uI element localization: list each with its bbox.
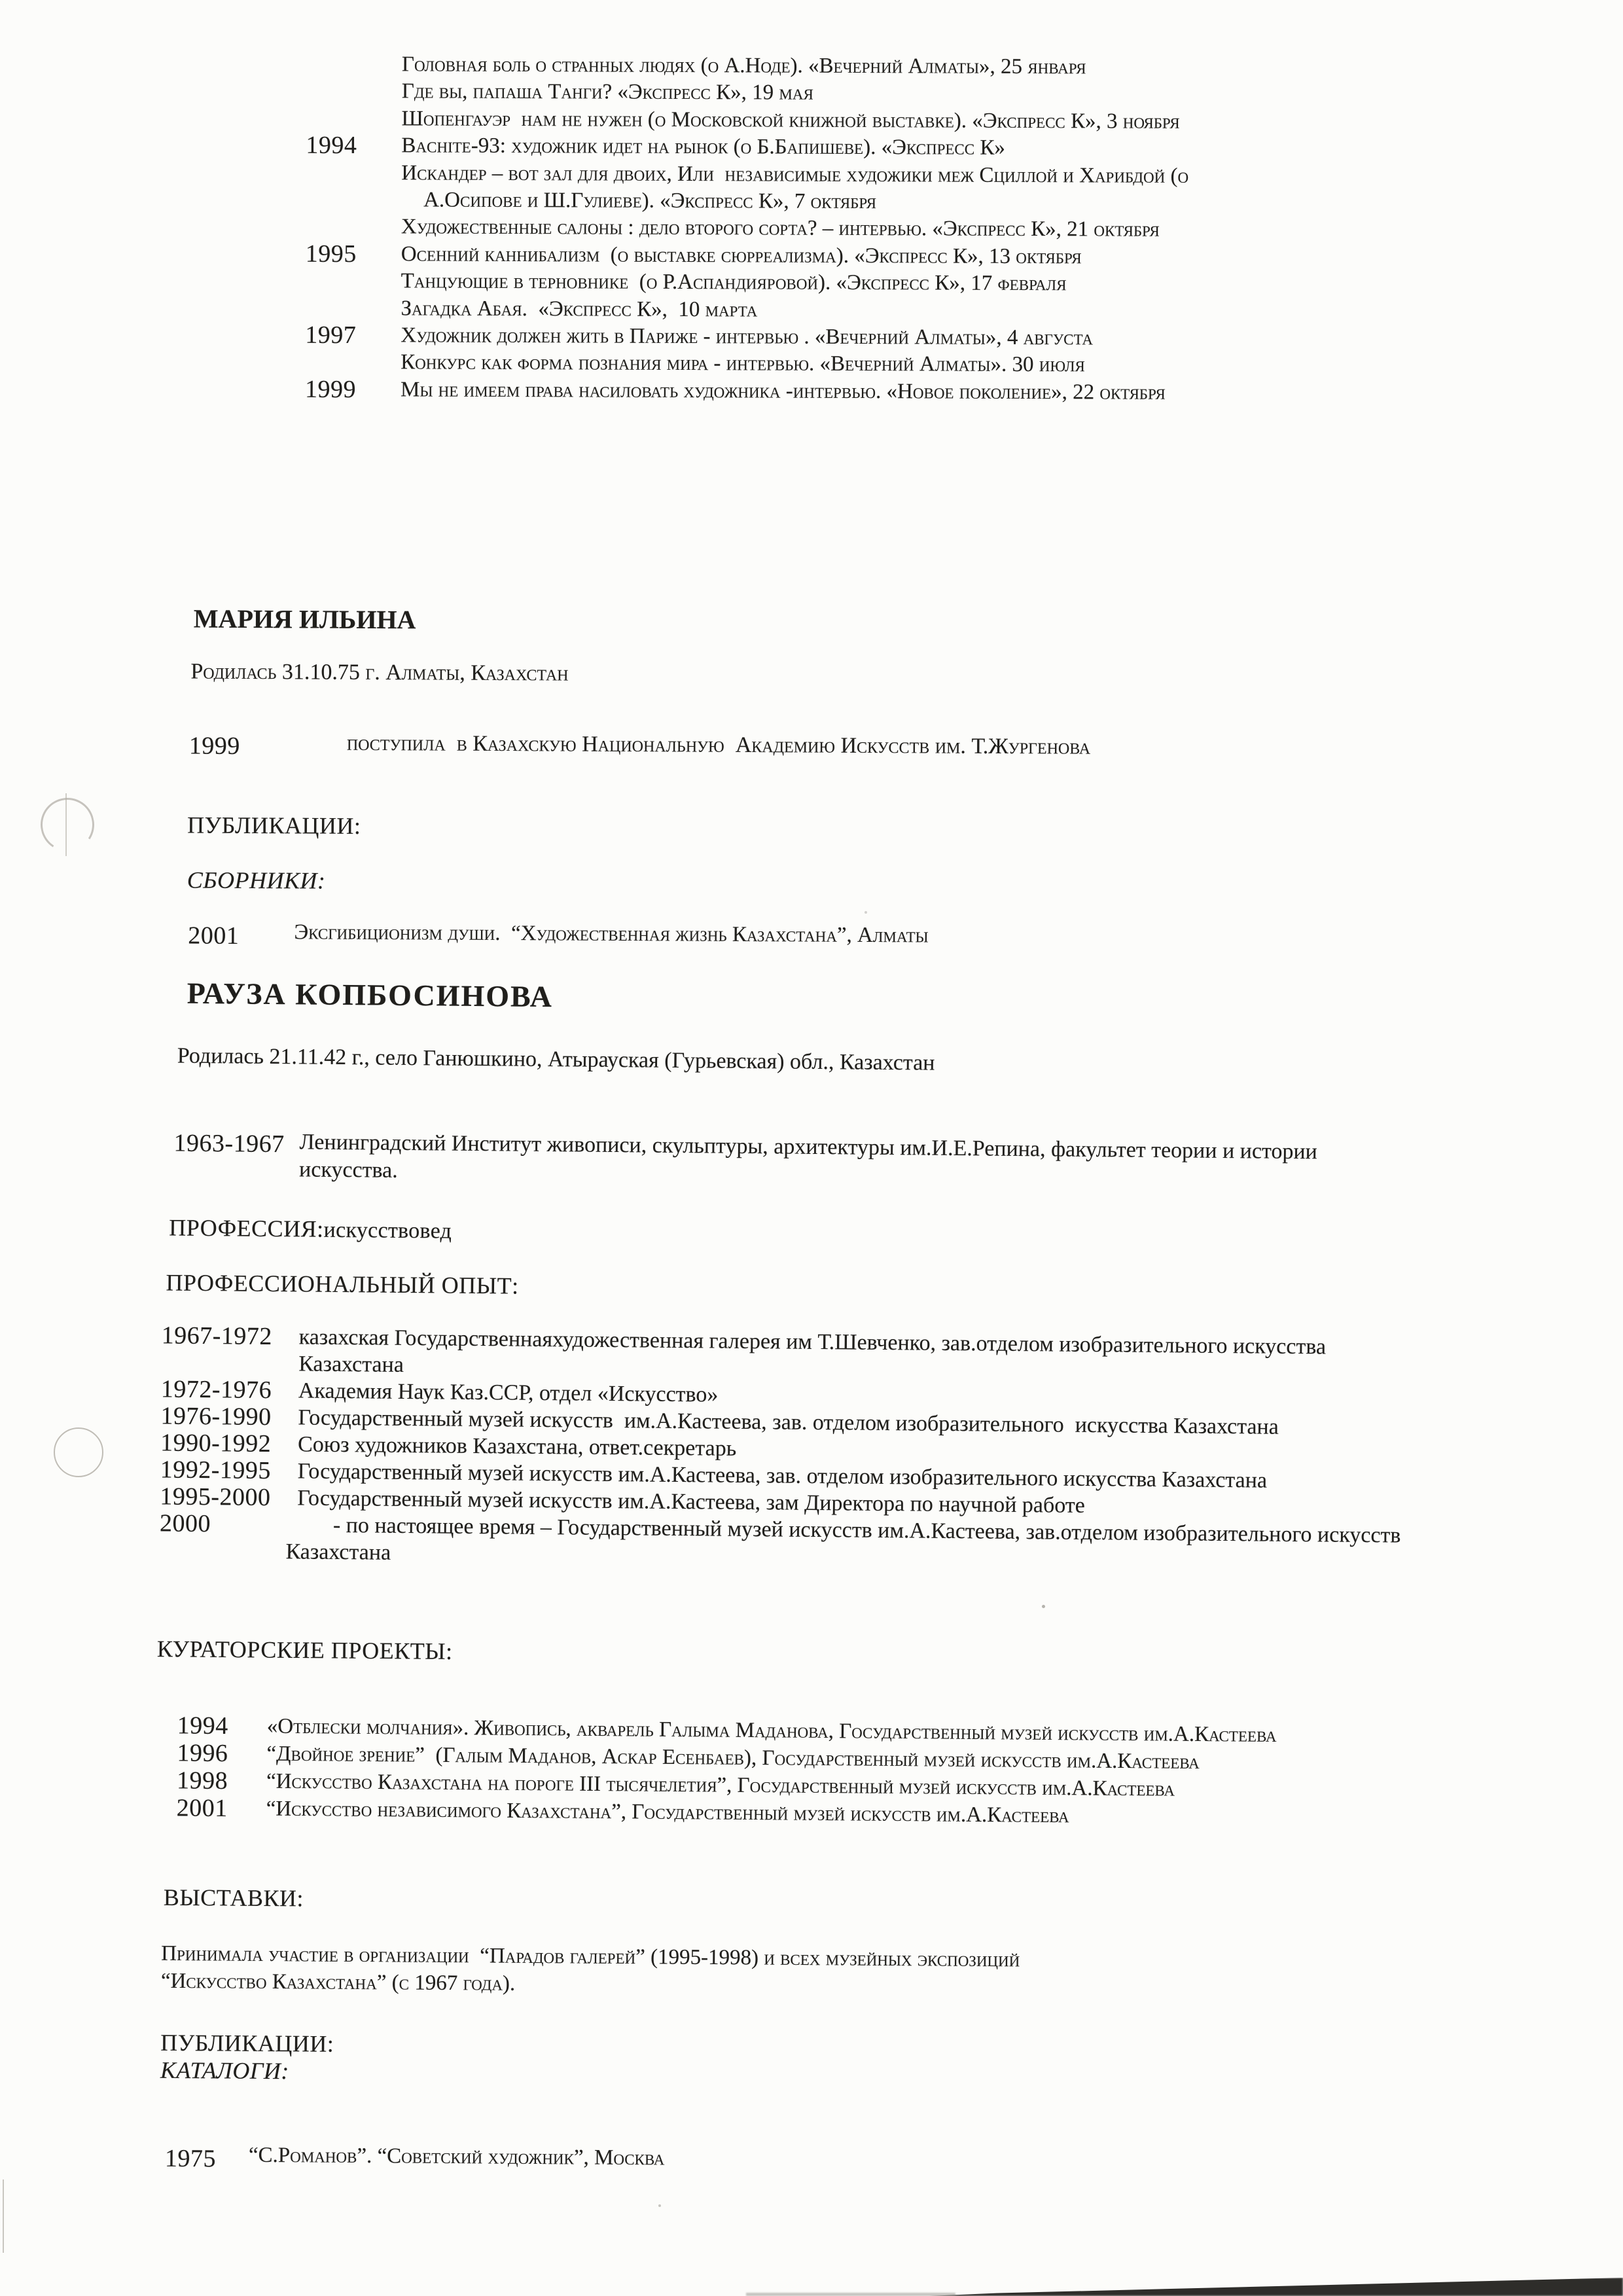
year-label: 1992-1995 (160, 1456, 272, 1485)
year-label: 2001 (188, 922, 240, 950)
section-heading-exhibitions: ВЫСТАВКИ: (163, 1884, 304, 1912)
curator-list (0, 1710, 1622, 1835)
section-heading-catalogs: КАТАЛОГИ: (160, 2056, 289, 2085)
punch-hole-hairline (65, 793, 67, 856)
scan-speck (658, 2204, 661, 2207)
punch-hole-mark-top (35, 793, 99, 856)
person-name-heading: РАУЗА КОПБОСИНОВА (187, 976, 554, 1014)
experience-line: - по настоящее время – Государственный музей искусств им.А.Кастеева, зав.отделом изобразительного искусств (332, 1513, 1401, 1548)
year-label: 1994 (306, 131, 357, 160)
section-rauza-kopbosinova (0, 974, 1623, 1565)
scan-speck (1042, 1605, 1045, 1608)
experience-line: Государственный музей искусств им.А.Кастеева, зав. отделом изобразительного искусства Казахстана (298, 1405, 1279, 1439)
birth-info-text: Родилась 31.10.75 г. Алматы, Казахстан (190, 659, 569, 686)
year-label: 1996 (177, 1739, 228, 1768)
section-curator-projects (0, 1634, 1623, 1828)
publication-entry: Шопенгауэр нам не нужен (о Московской книжной выставке). «Экспресс К», 3 ноября (401, 107, 1180, 134)
scan-edge-line (3, 2179, 4, 2253)
profession-value: искусствовед (323, 1217, 452, 1244)
experience-line: казахская Государственнаяхудожественная галерея им Т.Шевченко, зав.отделом изобразительного искусства (298, 1325, 1327, 1359)
exhibitions-line: “Искусство Казахстана” (с 1967 года). (160, 1969, 516, 1996)
year-label: 1975 (164, 2144, 217, 2173)
year-label: 1976-1990 (160, 1402, 272, 1431)
year-label: 1999 (188, 732, 240, 760)
year-label: 2001 (176, 1794, 228, 1823)
publication-entry-continuation: А.Осипове и Ш.Гулиеве). «Экспресс К», 7 октября (423, 188, 877, 214)
publication-entry: Конкурс как форма познания мира - интервью. «Вечерний Алматы». 30 июля (401, 350, 1085, 377)
exhibitions-line: Принимала участие в организации “Парадов галерей” (1995-1998) и всех музейных экспозиций (161, 1941, 1020, 1972)
curator-entry: «Отблески молчания». Живопись, акварель Галыма Маданова, Государственный музей искусств им.А.Кастеева (266, 1714, 1277, 1748)
education-text (299, 1128, 1317, 1193)
section-heading-curator-projects: КУРАТОРСКИЕ ПРОЕКТЫ: (156, 1636, 453, 1665)
birth-info-text: Родилась 21.11.42 г., село Ганюшкино, Атырауская (Гурьевская) обл., Казахстан (177, 1043, 935, 1075)
publication-entry: Загадка Абая. «Экспресс К», 10 марта (401, 296, 758, 321)
experience-line: Союз художников Казахстана, ответ.секретарь (297, 1432, 737, 1461)
year-label: 1972-1976 (160, 1375, 272, 1405)
publication-entry: Искандер – вот зал для двоих, Или независимые художики меж Сциллой и Харибдой (о (401, 160, 1189, 188)
section-maria-ilyina (0, 602, 1623, 950)
year-label: 1995 (305, 240, 357, 268)
publication-entry: Где вы, папаша Танги? «Экспресс К», 19 мая (401, 79, 813, 105)
year-label: 1995-2000 (160, 1482, 271, 1512)
year-label: 1963-1967 (173, 1129, 285, 1158)
year-label: 1999 (304, 375, 357, 403)
publication-entry: Мы не имеем права насиловать художника -интервью. «Новое поколение», 22 октября (400, 378, 1166, 404)
experience-line: Академия Наук Каз.ССР, отдел «Искусство» (298, 1378, 719, 1407)
year-label: 1994 (177, 1712, 228, 1740)
publication-row (0, 375, 1622, 408)
profession-label: ПРОФЕССИЯ: (169, 1214, 324, 1242)
section-heading-publications: ПУБЛИКАЦИИ: (160, 2029, 334, 2057)
education-line: искусства. (298, 1157, 398, 1183)
publication-entry: Художник должен жить в Париже - интервью . «Вечерний Алматы», 4 августа (401, 323, 1094, 350)
section-heading-experience: ПРОФЕССИОНАЛЬНЫЙ ОПЫТ: (166, 1269, 519, 1299)
profession-line (169, 1213, 452, 1244)
year-label: 2000 (159, 1509, 211, 1538)
year-label: 1997 (305, 321, 357, 349)
scan-speck (865, 911, 867, 914)
year-label: 1998 (176, 1767, 228, 1795)
admission-text: поступила в Казахскую Национальную Академию Искусств им. Т.Жургенова (346, 730, 1091, 759)
publications-list-top (0, 50, 1623, 408)
section-heading-publications: ПУБЛИКАЦИИ: (187, 812, 361, 839)
year-label: 1967-1972 (161, 1321, 273, 1351)
experience-line: Казахстана (298, 1352, 404, 1377)
experience-line: Государственный музей искусств им.А.Кастеева, зам Директора по научной работе (297, 1486, 1085, 1518)
curator-entry: “Искусство Казахстана на пороге III тысячелетия”, Государственный музей искусств им.А.Кастеева (266, 1769, 1175, 1801)
section-exhibitions-publications (0, 1882, 1623, 2173)
exhibitions-paragraph (161, 1940, 1020, 2001)
curator-entry: “Искусство независимого Казахстана”, Государственный музей искусств им.А.Кастеева (266, 1797, 1069, 1828)
person-name-heading: МАРИЯ ИЛЬИНА (193, 603, 416, 635)
publication-entry: Осенний каннибализм (о выставке сюрреализма). «Экспресс К», 13 октября (401, 242, 1082, 269)
birth-info (177, 1044, 935, 1076)
experience-list (0, 1321, 1620, 1578)
scan-shadow-tail (746, 2293, 955, 2296)
publication-entry: Головная боль о странных людях (о А.Ноде). «Вечерний Алматы», 25 января (401, 52, 1086, 79)
experience-line: Казахстана (285, 1539, 391, 1565)
punch-hole-mark-bottom (54, 1427, 103, 1477)
experience-line: Государственный музей искусств им.А.Кастеева, зав. отделом изобразительного искусства Казахстана (297, 1459, 1268, 1493)
section-heading-collections: СБОРНИКИ: (187, 867, 326, 894)
collection-row (0, 919, 1621, 950)
curator-entry: “Двойное зрение” (Галым Маданов, Аскар Есенбаев), Государственный музей искусств им.А.Кастеева (266, 1742, 1200, 1774)
publication-entry: Художественные салоны : дело второго сорта? – интервью. «Экспресс К», 21 октября (401, 215, 1160, 242)
catalog-text: “С.Романов”. “Советский художник”, Москва (248, 2143, 665, 2170)
admission-row (0, 729, 1622, 760)
publication-entry: Танцующие в терновнике (о Р.Аспандияровой). «Экспресс К», 17 февраля (401, 269, 1067, 296)
catalog-row (0, 2142, 1621, 2173)
scan-shadow-bottom-right (929, 2278, 1623, 2296)
education-line: Ленинградский Институт живописи, скульптуры, архитектуры им.И.Е.Репина, факультет теории и истории (299, 1130, 1318, 1164)
birth-info (190, 660, 568, 687)
collection-text: Эксгибиционизм души. “Художественная жизнь Казахстана”, Алматы (294, 920, 929, 948)
education-row (0, 1126, 1622, 1183)
year-label: 1990-1992 (160, 1429, 272, 1458)
publication-entry: Bachite-93: художник идет на рынок (о Б.Бапишеве). «Экспресс К» (401, 134, 1005, 160)
